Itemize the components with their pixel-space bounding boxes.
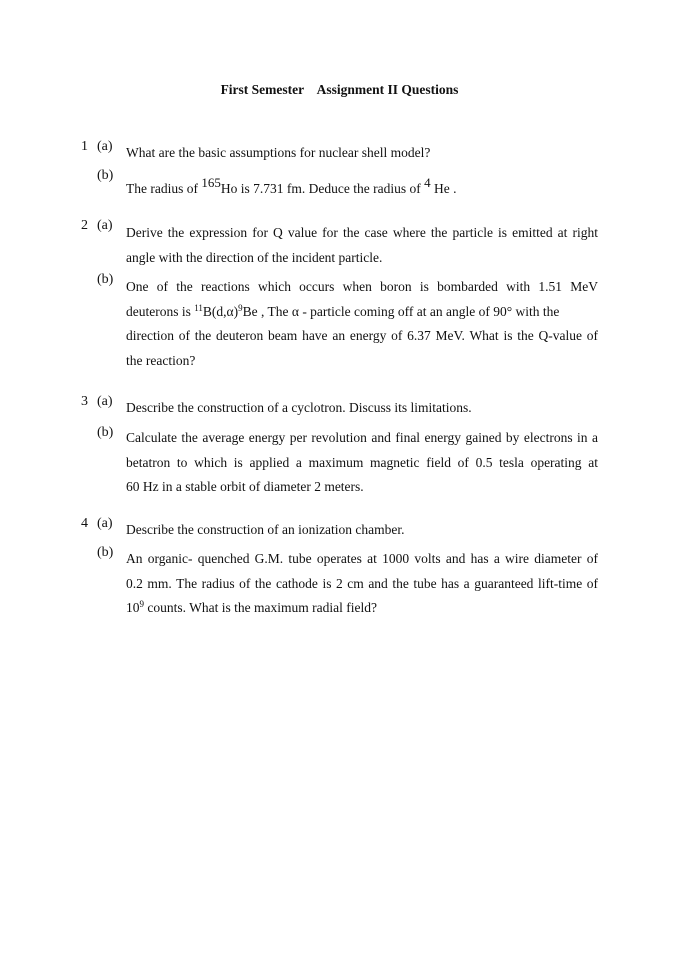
part-label: (a) — [97, 516, 113, 531]
text-fragment: counts. What is the maximum radial field? — [144, 600, 377, 615]
text-fragment: 10 — [126, 600, 140, 615]
text-line: An organic- quenched G.M. tube operates at 1000 volts and has a wire diameter of — [126, 551, 598, 566]
page-title: First Semester Assignment II Questions — [220, 82, 459, 97]
text-line — [126, 596, 598, 621]
text-line — [126, 300, 598, 325]
text-line: betatron to which is applied a maximum magnetic field of 0.5 tesla operating at — [126, 454, 598, 470]
text-line: Describe the construction of an ionization chamber. — [126, 522, 405, 537]
text-line: What are the basic assumptions for nuclear shell model? — [126, 145, 431, 160]
question-1b-text — [126, 177, 598, 202]
text-fragment: The radius of — [126, 181, 202, 196]
question-number: 4 — [81, 516, 88, 531]
text-line: Derive the expression for Q value for the case where the particle is emitted at right — [126, 225, 598, 240]
text-fragment: Be , The α - particle coming off at an angle of 90° with the — [242, 303, 560, 319]
question-2a-text — [126, 221, 598, 270]
question-number: 3 — [81, 394, 88, 409]
text-line — [126, 177, 598, 202]
element-symbol: Ho — [220, 181, 238, 196]
question-4b-text — [126, 547, 598, 621]
text-line: direction of the deuteron beam have an energy of 6.37 MeV. What is the Q-value of — [126, 328, 598, 343]
text-fragment: deuterons is — [126, 303, 195, 319]
reaction-notation: B(d,α) — [202, 303, 239, 319]
question-4a-text — [126, 518, 598, 543]
text-fragment: He . — [430, 181, 457, 196]
text-line: angle with the direction of the incident particle. — [126, 249, 383, 265]
part-label: (a) — [97, 218, 113, 233]
text-line: 60 Hz in a stable orbit of diameter 2 meters. — [126, 479, 364, 494]
part-label: (b) — [97, 168, 114, 183]
question-3b-text — [126, 426, 598, 500]
question-1a-text — [126, 141, 598, 166]
text-line: Calculate the average energy per revolution and final energy gained by electrons in a — [126, 430, 598, 445]
mass-number-superscript: 165 — [201, 175, 221, 190]
text-line: Describe the construction of a cyclotron. Discuss its limitations. — [126, 400, 472, 415]
text-line: 0.2 mm. The radius of the cathode is 2 cm and the tube has a guaranteed lift-time of — [126, 575, 598, 591]
question-number: 2 — [81, 218, 88, 233]
text-line: the reaction? — [126, 352, 196, 368]
exponent-superscript: 9 — [139, 599, 144, 609]
mass-number-superscript: 9 — [238, 302, 243, 313]
text-fragment: is 7.731 fm. Deduce the radius of — [237, 181, 425, 196]
question-2b-text — [126, 275, 598, 373]
mass-number-superscript: 4 — [424, 175, 431, 190]
question-number: 1 — [81, 139, 88, 154]
part-label: (b) — [97, 545, 114, 560]
text-line: One of the reactions which occurs when boron is bombarded with 1.51 MeV — [126, 279, 598, 294]
part-label: (b) — [97, 272, 114, 287]
part-label: (b) — [97, 425, 114, 440]
part-label: (a) — [97, 394, 113, 409]
mass-number-superscript: 11 — [194, 302, 203, 313]
part-label: (a) — [97, 139, 113, 154]
question-3a-text — [126, 396, 598, 421]
